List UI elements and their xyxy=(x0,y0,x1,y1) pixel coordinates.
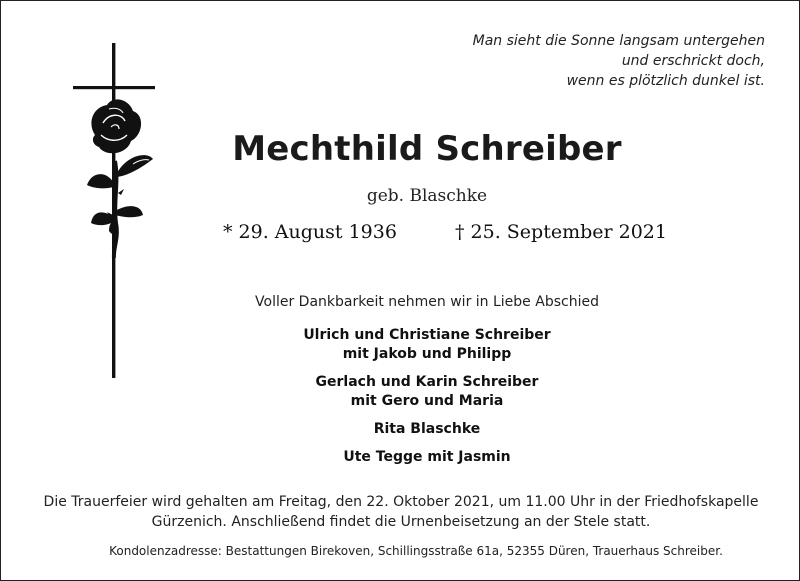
poem xyxy=(473,31,765,91)
mourner-group xyxy=(1,448,800,467)
death-date: † 25. September 2021 xyxy=(454,221,667,243)
mourner-line: Ute Tegge mit Jasmin xyxy=(343,449,511,465)
deceased-name: Mechthild Schreiber xyxy=(232,129,622,169)
mourner-line: Rita Blaschke xyxy=(373,421,481,437)
poem-line: wenn es plötzlich dunkel ist. xyxy=(566,73,765,89)
mourners-list xyxy=(1,326,800,476)
mourner-line: mit Gero und Maria xyxy=(350,393,504,409)
funeral-service-info xyxy=(21,492,781,532)
birth-date: * 29. August 1936 xyxy=(223,221,397,243)
mourner-group xyxy=(1,420,800,439)
farewell-intro: Voller Dankbarkeit nehmen wir in Liebe Abschied xyxy=(255,294,599,310)
maiden-name: geb. Blaschke xyxy=(366,186,488,206)
poem-line: Man sieht die Sonne langsam untergehen xyxy=(472,33,765,49)
mourner-group xyxy=(1,373,800,411)
mourner-line: mit Jakob und Philipp xyxy=(342,346,512,362)
condolence-address: Kondolenzadresse: Bestattungen Birekoven, Schillingsstraße 61a, 52355 Düren, Trauerhaus Schreiber. xyxy=(109,544,723,558)
mourner-line: Gerlach und Karin Schreiber xyxy=(315,374,539,390)
service-line: Die Trauerfeier wird gehalten am Freitag, den 22. Oktober 2021, um 11.00 Uhr in der Friedhofskapelle xyxy=(43,494,759,510)
life-dates xyxy=(223,221,667,243)
mourner-line: Ulrich und Christiane Schreiber xyxy=(303,327,551,343)
service-line: Gürzenich. Anschließend findet die Urnenbeisetzung an der Stele statt. xyxy=(151,514,651,530)
mourner-group xyxy=(1,326,800,364)
poem-line: und erschrickt doch, xyxy=(621,53,765,69)
